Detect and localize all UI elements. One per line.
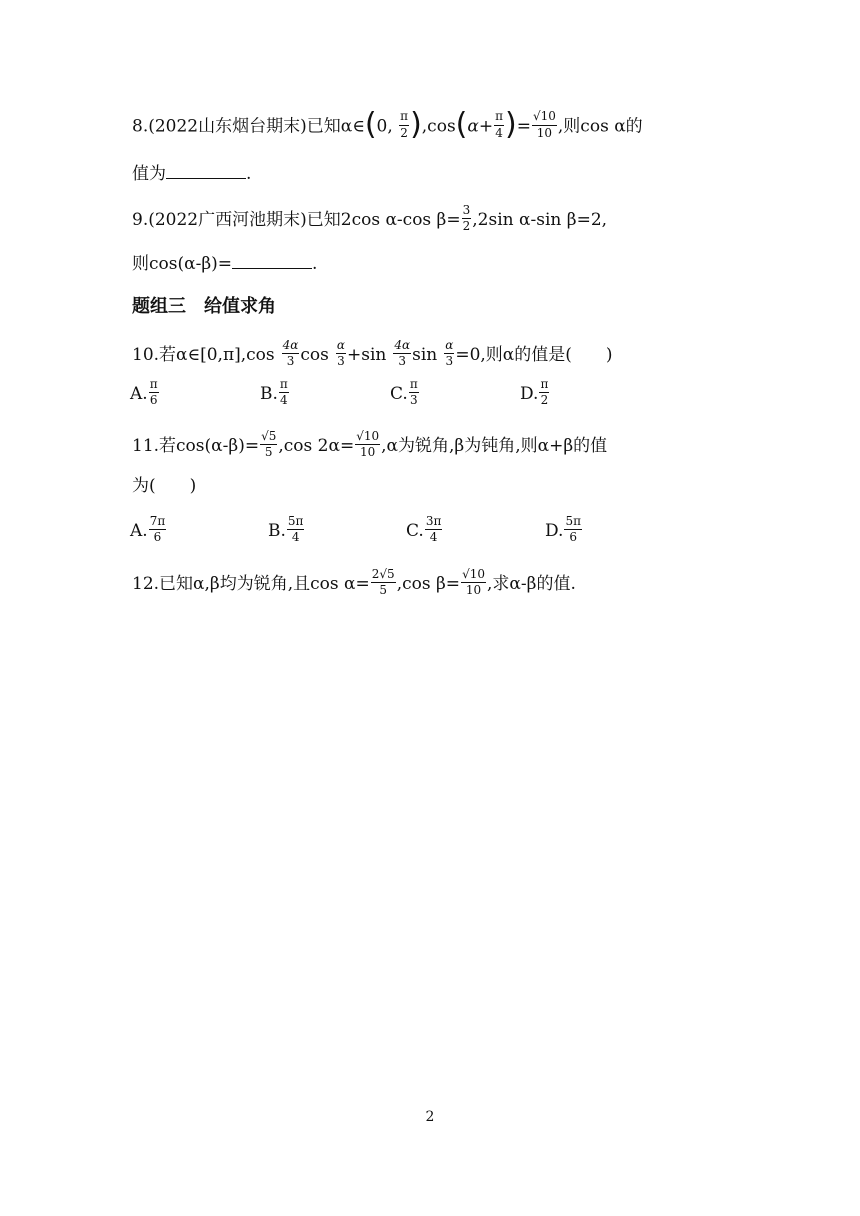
q11-prefix: 11.若cos(α-β)= (132, 436, 260, 457)
q10-option-a: A. $\frac{\pi}{6}$ (130, 377, 158, 408)
q8-line1 (132, 107, 643, 142)
open-paren: ( (455, 107, 468, 142)
q8-zero: 0, (376, 116, 393, 137)
section-title: 题组三 给值求角 (132, 296, 276, 317)
fraction-sqrt10-10: $\frac{√10}{10}$ (532, 109, 556, 140)
q10-cos: cos (300, 345, 329, 366)
q8-prefix: 8.(2022山东烟台期末)已知α∈ (132, 116, 365, 137)
q8-line2-prefix: 值为 (132, 164, 166, 184)
q11-cos2a: ,cos 2α= (278, 436, 355, 457)
q9-prefix: 9.(2022广西河池期末)已知2cos α-cos β= (132, 210, 461, 231)
q8-alpha-plus: α+ (467, 116, 494, 137)
q10-option-b: B. $\frac{\pi}{4}$ (260, 377, 288, 408)
q12-suffix: ,求α-β的值. (486, 574, 576, 595)
q10-plus-sin: +sin (346, 345, 387, 366)
q8-line2-suffix: . (246, 164, 252, 184)
q12-line1 (132, 567, 576, 599)
q12-prefix: 12.已知α,β均为锐角,且cos α= (132, 574, 370, 595)
fraction-pi-2: $\frac{\pi}{2}$ (400, 109, 409, 140)
q10-prefix: 10.若α∈[0,π],cos (132, 345, 275, 366)
q10-option-c: C. $\frac{\pi}{3}$ (390, 377, 418, 408)
close-paren: ) (410, 107, 422, 142)
fraction-pi-4: $\frac{\pi}{4}$ (495, 109, 504, 140)
q11-suffix: ,α为锐角,β为钝角,则α+β的值 (381, 436, 608, 457)
q9-line1 (132, 203, 608, 235)
page-number: 2 (425, 1109, 435, 1125)
fraction-2sqrt5-5: $\frac{2√5}{5}$ (371, 567, 395, 598)
q11-option-a: A. $\frac{7\pi}{6}$ (130, 514, 166, 545)
fraction-a-3: $\frac{\alpha}{3}$ (445, 338, 454, 369)
fraction-sqrt10-10: $\frac{√10}{10}$ (462, 567, 485, 598)
q10-line1 (132, 338, 613, 370)
fraction-a-3: $\frac{\alpha}{3}$ (336, 338, 345, 369)
fraction-sqrt5-5: $\frac{√5}{5}$ (261, 429, 277, 460)
q10-suffix: =0,则α的值是( ) (455, 345, 613, 366)
q9-line2 (132, 254, 317, 273)
fraction-3-2: $\frac{3}{2}$ (462, 203, 471, 234)
q11-line1 (132, 429, 608, 461)
q12-cosb: ,cos β= (396, 574, 461, 595)
q8-line2 (132, 164, 251, 183)
answer-blank (166, 164, 246, 179)
answer-blank (232, 254, 312, 269)
q10-sin: sin (412, 345, 438, 366)
q8-cos: ,cos (421, 116, 456, 137)
q11-option-c: C. $\frac{3\pi}{4}$ (406, 514, 442, 545)
q11-option-b: B. $\frac{5\pi}{4}$ (268, 514, 304, 545)
q11-line2: 为( ) (132, 476, 197, 496)
fraction-sqrt10-10: $\frac{√10}{10}$ (356, 429, 380, 460)
fraction-4a-3: $\frac{4\alpha}{3}$ (282, 338, 299, 369)
q9-suffix: ,2sin α-sin β=2, (472, 210, 608, 231)
open-paren: ( (364, 107, 377, 142)
equals: = (516, 116, 531, 137)
q9-line2-suffix: . (312, 254, 318, 274)
q8-suffix: ,则cos α的 (557, 116, 643, 137)
q9-line2-prefix: 则cos(α-β)= (132, 254, 233, 274)
q11-option-d: D. $\frac{5\pi}{6}$ (545, 514, 581, 545)
q10-option-d: D. $\frac{\pi}{2}$ (520, 377, 549, 408)
fraction-4a-3: $\frac{4\alpha}{3}$ (394, 338, 411, 369)
close-paren: ) (505, 107, 517, 142)
